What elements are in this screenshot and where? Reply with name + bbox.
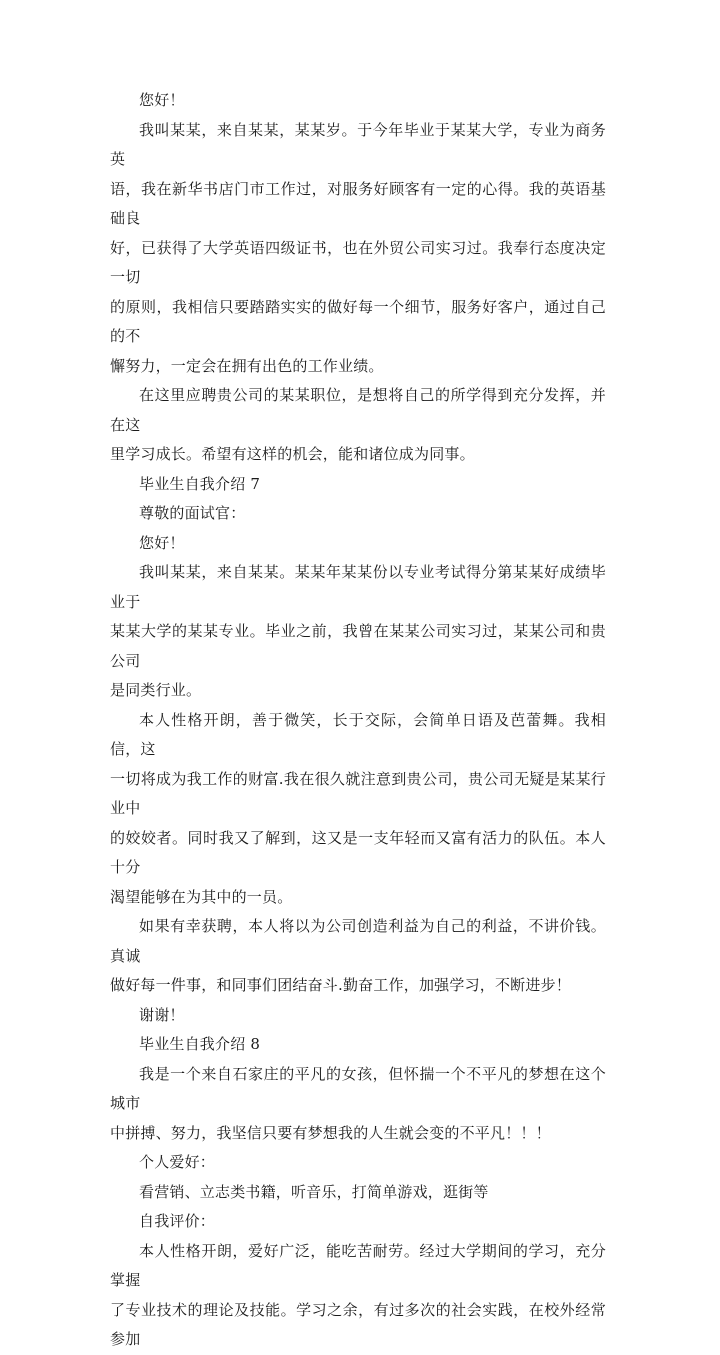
text-line: 看营销、立志类书籍，听音乐，打简单游戏，逛街等 bbox=[139, 1182, 489, 1201]
section-heading bbox=[110, 1030, 606, 1060]
text-line: 毕业生自我介绍 8 bbox=[139, 1035, 261, 1053]
text-line: 的姣姣者。同时我又了解到，这又是一支年轻而又富有活力的队伍。本人十分 bbox=[110, 828, 606, 876]
text-line: 本人性格开朗，善于微笑，长于交际，会简单日语及芭蕾舞。我相信，这 bbox=[110, 710, 606, 758]
self-intro-paragraph bbox=[110, 558, 606, 706]
text-line: 自我评价： bbox=[139, 1212, 216, 1230]
section-heading bbox=[110, 470, 606, 500]
text-line: 您好！ bbox=[139, 91, 185, 109]
hobby-text bbox=[110, 1178, 606, 1208]
text-line: 的原则，我相信只要踏踏实实的做好每一个细节，服务好客户，通过自己的不 bbox=[110, 297, 606, 345]
thanks-line bbox=[110, 1001, 606, 1031]
text-line: 某某大学的某某专业。毕业之前，我曾在某某公司实习过，某某公司和贵公司 bbox=[110, 622, 606, 670]
text-line: 在这里应聘贵公司的某某职位，是想将自己的所学得到充分发挥，并在这 bbox=[110, 386, 606, 434]
text-line: 了专业技术的理论及技能。学习之余，有过多次的社会实践，在校外经常参加 bbox=[110, 1300, 606, 1348]
application-paragraph bbox=[110, 381, 606, 470]
text-line: 本人性格开朗，爱好广泛，能吃苦耐劳。经过大学期间的学习，充分掌握 bbox=[110, 1241, 606, 1289]
salutation bbox=[110, 499, 606, 529]
self-evaluation-paragraph bbox=[110, 1237, 606, 1355]
text-line: 做好每一件事，和同事们团结奋斗.勤奋工作，加强学习，不断进步！ bbox=[110, 976, 571, 994]
hobby-label bbox=[110, 1148, 606, 1178]
greeting-paragraph bbox=[110, 529, 606, 559]
text-line: 我叫某某，来自某某。某某年某某份以专业考试得分第某某好成绩毕业于 bbox=[110, 563, 606, 611]
greeting-paragraph bbox=[110, 86, 606, 116]
text-line: 如果有幸获聘，本人将以为公司创造利益为自己的利益，不讲价钱。真诚 bbox=[110, 917, 606, 965]
text-line: 一切将成为我工作的财富.我在很久就注意到贵公司，贵公司无疑是某某行业中 bbox=[110, 769, 606, 817]
text-line: 您好！ bbox=[139, 533, 185, 552]
text-line: 毕业生自我介绍 7 bbox=[139, 474, 261, 493]
self-intro-paragraph bbox=[110, 116, 606, 382]
self-intro-paragraph bbox=[110, 1060, 606, 1149]
text-line: 语，我在新华书店门市工作过，对服务好顾客有一定的心得。我的英语基础良 bbox=[110, 179, 606, 227]
text-line: 我是一个来自石家庄的平凡的女孩，但怀揣一个不平凡的梦想在这个城市 bbox=[110, 1064, 606, 1112]
text-line: 是同类行业。 bbox=[110, 681, 202, 699]
text-line: 渴望能够在为其中的一员。 bbox=[110, 887, 293, 906]
text-line: 谢谢！ bbox=[139, 1005, 185, 1024]
text-line: 懈努力，一定会在拥有出色的工作业绩。 bbox=[110, 356, 384, 375]
text-line: 尊敬的面试官： bbox=[139, 504, 246, 522]
personality-paragraph bbox=[110, 706, 606, 913]
text-line: 里学习成长。希望有这样的机会，能和诸位成为同事。 bbox=[110, 445, 475, 463]
text-line: 个人爱好： bbox=[139, 1153, 216, 1171]
document-page bbox=[110, 86, 606, 1355]
self-evaluation-label bbox=[110, 1207, 606, 1237]
commitment-paragraph bbox=[110, 912, 606, 1001]
text-line: 中拼搏、努力，我坚信只要有梦想我的人生就会变的不平凡！！！ bbox=[110, 1123, 551, 1142]
text-line: 我叫某某，来自某某，某某岁。于今年毕业于某某大学，专业为商务英 bbox=[110, 120, 606, 168]
text-line: 好，已获得了大学英语四级证书，也在外贸公司实习过。我奉行态度决定一切 bbox=[110, 238, 606, 286]
